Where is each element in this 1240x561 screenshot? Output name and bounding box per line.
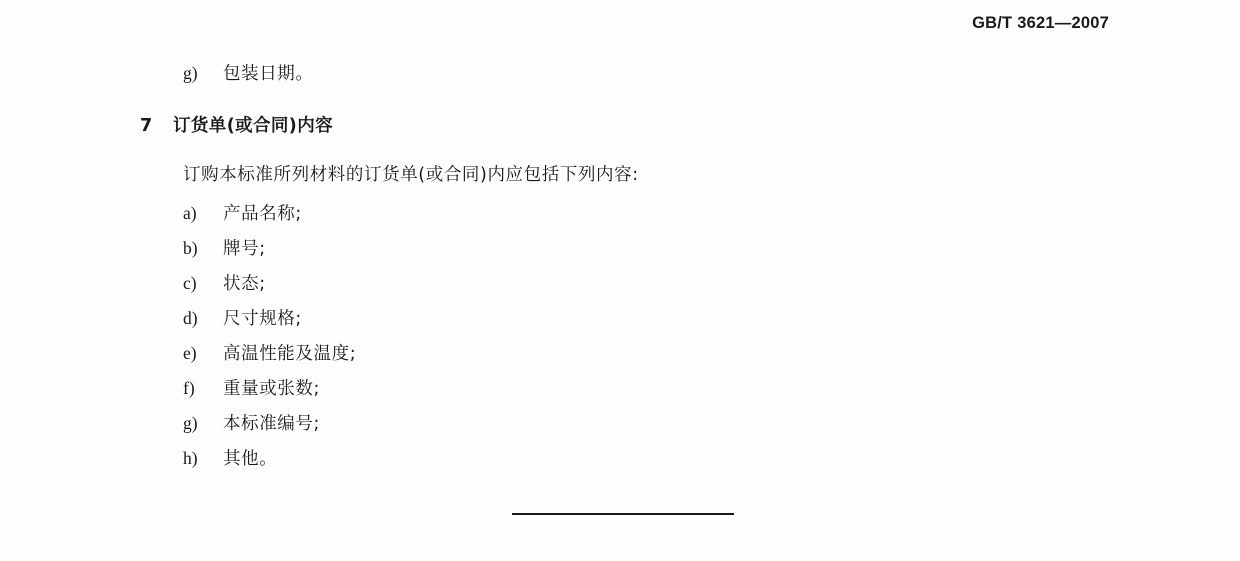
list-item-label: 牌号; (223, 239, 266, 259)
list-item-marker: c) (183, 273, 197, 293)
list-item-marker: b) (183, 238, 198, 258)
list-item-label: 状态; (223, 274, 266, 294)
header-standard-number: 3621—2007 (1017, 14, 1109, 32)
list-item-marker: f) (183, 378, 195, 398)
list-item-label: 其他。 (223, 449, 278, 469)
list-item-label: 产品名称; (223, 204, 302, 224)
list-item (0, 445, 1240, 470)
list-item (0, 375, 1240, 400)
list-item-marker: g) (183, 63, 198, 83)
list-item-label: 包装日期。 (223, 64, 314, 84)
running-header (972, 14, 1109, 33)
list-item (0, 60, 1240, 85)
list-item (0, 200, 1240, 225)
list-item (0, 410, 1240, 435)
list-item-marker: d) (183, 308, 198, 328)
list-item-label: 本标准编号; (223, 414, 320, 434)
list-item-label: 高温性能及温度; (223, 344, 357, 364)
list-item-marker: g) (183, 413, 198, 433)
lead-paragraph: 订购本标准所列材料的订货单(或合同)内应包括下列内容: (183, 165, 639, 185)
list-item-label: 重量或张数; (223, 379, 320, 399)
clause-heading (0, 112, 1240, 137)
list-item (0, 305, 1240, 330)
document-body (0, 60, 1240, 480)
list-item (0, 270, 1240, 295)
list-item (0, 235, 1240, 260)
list-item (0, 340, 1240, 365)
ordered-list (0, 200, 1240, 470)
header-standard-code: GB/T (972, 14, 1013, 32)
list-item-marker: h) (183, 448, 198, 468)
list-item-label: 尺寸规格; (223, 309, 302, 329)
clause-title: 订货单(或合同)内容 (173, 116, 333, 136)
list-item-marker: a) (183, 203, 197, 223)
footer-rule (512, 513, 734, 515)
clause-number: 7 (140, 116, 153, 136)
list-item-marker: e) (183, 343, 197, 363)
